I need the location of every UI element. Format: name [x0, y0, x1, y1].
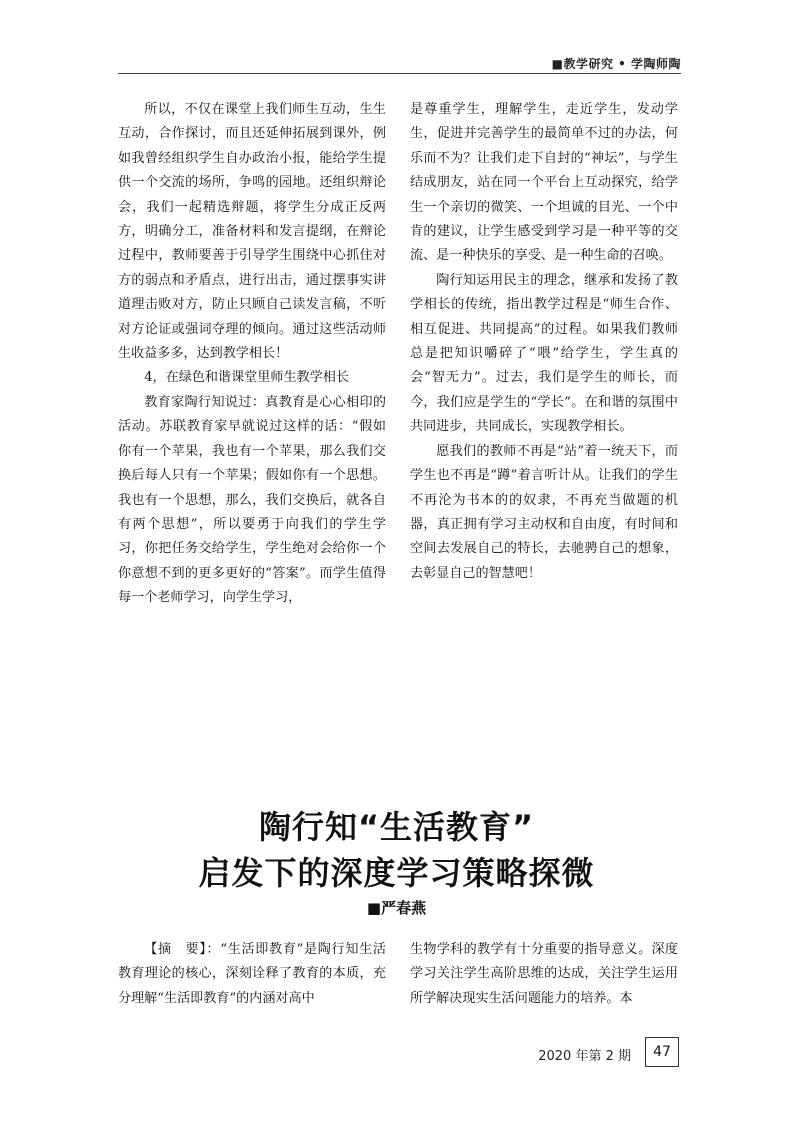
paragraph: 是尊重学生，理解学生，走近学生，发动学生，促进并完善学生的最简单不过的办法，何乐而不为？让我们走下自封的“神坛”，与学生结成朋友，站在同一个平台上互动探究，给学生一个亲切的微笑、一个坦诚的目光、一个中肯的建议，让学生感受到学习是一种平等的交流、是一种快乐的享受、是一种生命的召唤。 — [410, 102, 678, 264]
paragraph: 陶行知运用民主的理念，继承和发扬了教学相长的传统，指出教学过程是“师生合作、相互促进、共同提高”的过程。如果我们教师总是把知识嚼碎了“喂”给学生，学生真的会“智无力”。过去，我们是学生的师长，而今，我们应是学生的“学长”。在和谐的氛围中共同进步，共同成长，实现教学相长。 — [410, 272, 678, 435]
abstract-text: 【摘 要】：“生活即教育”是陶行知生活教育理论的核心，深刻诠释了教育的本质，充分理解“生活即教育”的内涵对高中 — [118, 942, 386, 1006]
prev-article-left-column — [118, 98, 386, 611]
abstract-text: 生物学科的教学有十分重要的指导意义。深度学习关注学生高阶思维的达成，关注学生运用所学解决现实生活问题能力的培养。本 — [410, 942, 678, 1006]
paragraph: 所以，不仅在课堂上我们师生互动，生生互动，合作探讨，而且还延伸拓展到课外，例如我曾经组织学生自办政治小报，能给学生提供一个交流的场所，争鸣的园地。还组织辩论会，我们一起精选辩题，将学生分成正反两方，明确分工，准备材料和发言提纲，在辩论过程中，教师要善于引导学生围绕中心抓住对方的弱点和矛盾点，进行出击，通过摆事实讲道理击败对方，防止只顾自己读发言稿，不听对方论证或强词夺理的倾向。通过这些活动师生收益多多，达到教学相长！ — [118, 102, 386, 362]
article-title-line2: 启发下的深度学习策略探微 — [198, 854, 595, 892]
issue-label: 2020 年第 2 期 — [538, 1049, 631, 1064]
article-title-line1: 陶行知“生活教育” — [258, 808, 535, 846]
prev-article-right-column — [410, 98, 678, 586]
paragraph: 教育家陶行知说过：真教育是心心相印的活动。苏联教育家早就说过这样的话：“假如你有一个苹果，我也有一个苹果，那么我们交换后每人只有一个苹果；假如你有一个思想。我也有一个思想，那么，我们交换后，就各自有两个思想”，所以要勇于向我们的学生学习，你把任务交给学生，学生绝对会给你一个你意想不到的更多更好的“答案”。而学生值得每一个老师学习，向学生学习， — [118, 394, 386, 606]
article-author: ■严春燕 — [366, 899, 427, 917]
page-number: 47 — [645, 1037, 679, 1067]
section-heading: 4，在绿色和谐课堂里师生教学相长 — [144, 370, 349, 386]
abstract-left-column — [118, 938, 386, 1011]
paragraph: 愿我们的教师不再是“站”着一统天下，而学生也不再是“蹲”着言听计从。让我们的学生不再沦为书本的的奴隶，不再充当做题的机器，真正拥有学习主动权和自由度，有时间和空间去发展自己的特长，去驰骋自己的想象，去彰显自己的智慧吧！ — [410, 443, 678, 581]
running-header: ■教学研究 • 学陶师陶 — [551, 57, 681, 71]
header-divider — [118, 73, 681, 74]
abstract-right-column — [410, 938, 678, 1011]
